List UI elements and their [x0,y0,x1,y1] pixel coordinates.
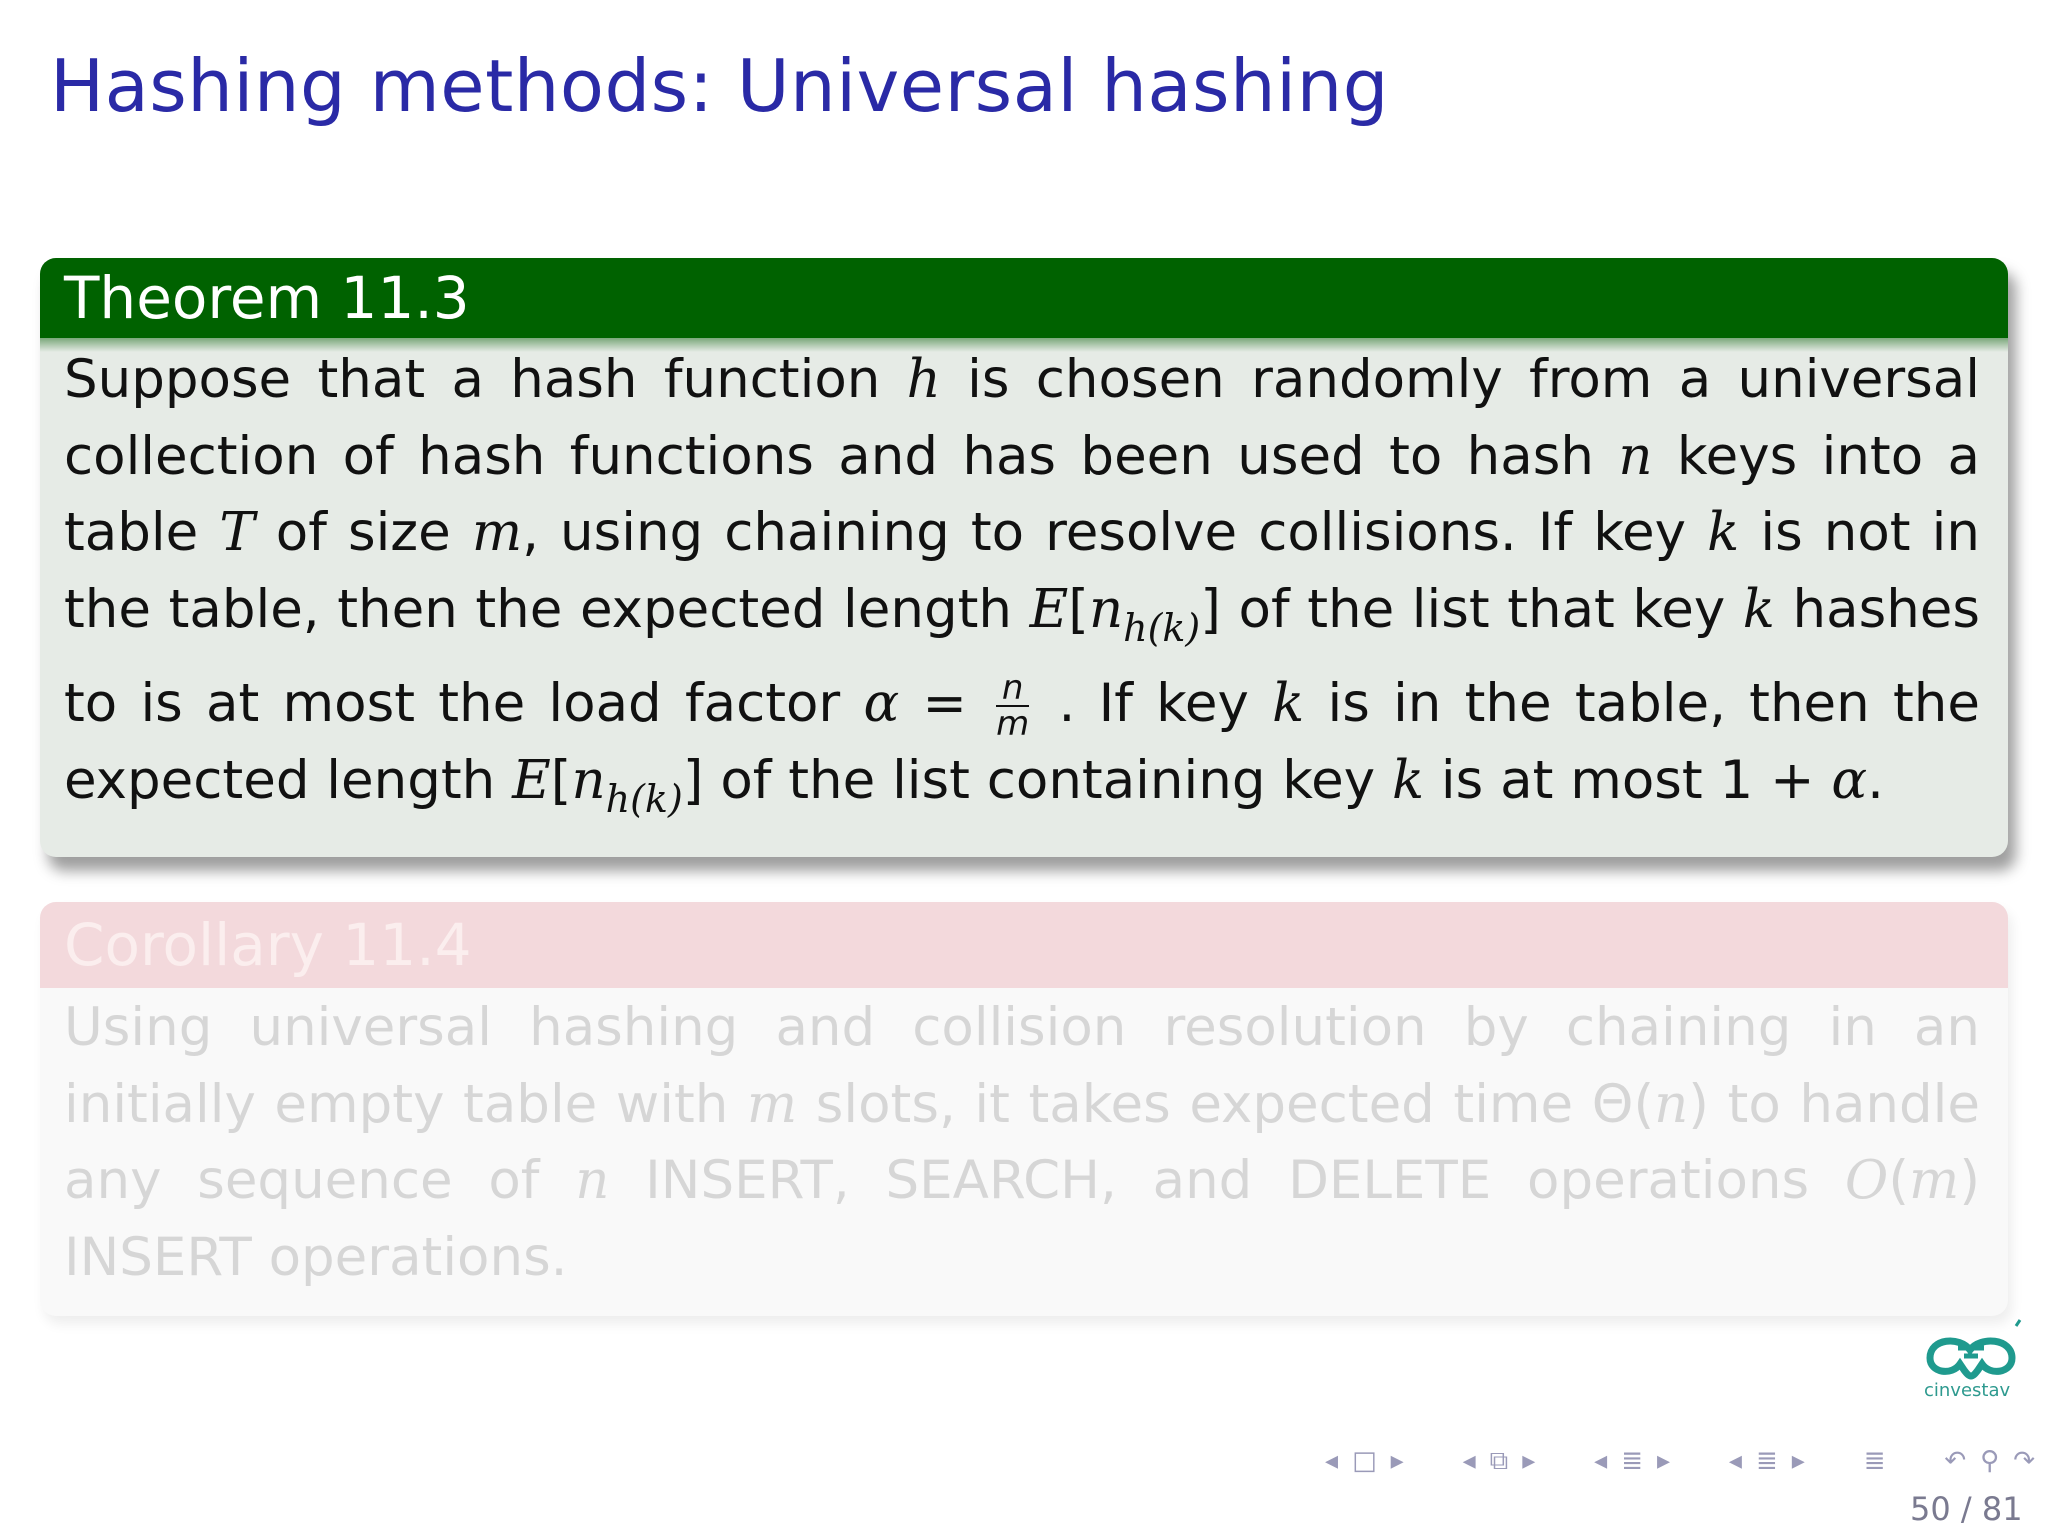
math-bracket: ] [1200,578,1221,640]
prev-section-icon[interactable]: ◂ [1594,1446,1608,1476]
nav-subsection-group [1729,1446,1805,1476]
nav-section-group [1594,1446,1670,1476]
slide-title: Hashing methods: Universal hashing [50,44,1389,128]
math-equals: = [899,673,991,734]
nav-search-group [1944,1446,2035,1476]
logo-text: cinvestav [1924,1380,2011,1401]
math-var: T [219,502,255,563]
math-subscript: h(k) [1123,605,1201,650]
math-subscript: h(k) [605,776,683,821]
subframe-icon[interactable]: ⧉ [1489,1445,1509,1476]
math-var: n [571,749,606,811]
math-alpha: α [863,673,900,734]
math-var: E [1029,578,1069,640]
math-bracket: ( [1888,1150,1910,1211]
math-var: E [512,749,551,811]
search-icon[interactable]: ⚲ [1980,1446,2000,1476]
theorem-body [40,342,2008,857]
theorem-text: is chosen randomly from a universal collection of hash functions and has been used to hash [64,349,1980,487]
math-var: n [1088,578,1124,640]
math-bracket: ] [682,749,704,811]
forward-icon[interactable]: ↷ [2013,1446,2035,1476]
math-bracket: [ [1068,578,1089,640]
toc-icon[interactable]: ≣ [1863,1446,1886,1476]
theorem-text: , using chaining to resolve collisions. If key [522,502,1708,563]
math-var: m [471,502,523,563]
theorem-text: . If key [1035,673,1273,734]
math-var: k [1272,673,1305,734]
theorem-text: . [1867,749,1884,811]
prev-subframe-icon[interactable]: ◂ [1462,1446,1476,1476]
fraction-denominator: m [996,704,1030,745]
frame-icon[interactable]: □ [1352,1446,1377,1476]
math-var: k [1707,502,1740,563]
back-icon[interactable]: ↶ [1944,1446,1967,1476]
math-var: n [1654,1073,1689,1135]
theorem-text: of the list containing key [703,749,1392,811]
theorem-text: of size [254,502,472,563]
math-var: m [1909,1150,1960,1211]
section-icon[interactable]: ≣ [1621,1446,1643,1476]
math-var: m [746,1073,798,1135]
theorem-text: is not in the table, then the expected length [64,502,1980,640]
math-var: k [1391,749,1425,811]
corollary-text: ) to handle any sequence of [64,1073,1980,1211]
math-var: k [1742,578,1775,640]
math-var: n [575,1150,610,1211]
theorem-block [40,258,2008,857]
next-section-icon[interactable]: ▸ [1656,1446,1671,1476]
theorem-text: hashes to is at most the load factor [64,578,1981,734]
math-alpha: α [1831,749,1868,811]
nav-subframe-group [1463,1446,1536,1477]
next-subframe-icon[interactable]: ▸ [1522,1446,1536,1476]
corollary-text: slots, it takes expected time Θ( [797,1073,1655,1135]
theorem-text: is in the table, then the expected length [64,673,1980,811]
fraction [996,668,1030,745]
corollary-title: Corollary 11.4 [40,902,2008,988]
theorem-text: keys into a table [64,425,1980,563]
fraction-numerator: n [996,671,1029,707]
prev-subsection-icon[interactable]: ◂ [1728,1446,1742,1476]
theorem-text: of the list that key [1220,578,1743,640]
math-var: h [906,349,941,410]
theorem-text: Suppose that a hash function [64,349,907,410]
page-number: 50 / 81 [1910,1490,2023,1528]
next-frame-icon[interactable]: ▸ [1390,1446,1404,1476]
beamer-navigation [1325,1446,2035,1476]
theorem-title: Theorem 11.3 [40,258,2008,338]
corollary-text: Using universal hashing and collision resolution by chaining in an initially empty table with [64,997,1980,1135]
theorem-text: is at most 1 + [1424,749,1832,811]
math-bracket: [ [550,749,572,811]
corollary-body [40,990,2008,1316]
math-var: O [1844,1150,1889,1211]
nav-frame-group [1325,1446,1404,1476]
prev-frame-icon[interactable]: ◂ [1325,1446,1339,1476]
corollary-block [40,902,2008,1316]
corollary-text: INSERT, SEARCH, and DELETE operations [609,1150,1845,1211]
subsection-icon[interactable]: ≣ [1755,1446,1778,1476]
math-var: n [1618,425,1653,487]
next-subsection-icon[interactable]: ▸ [1791,1446,1805,1476]
corollary-text: ) INSERT operations. [64,1150,1980,1288]
